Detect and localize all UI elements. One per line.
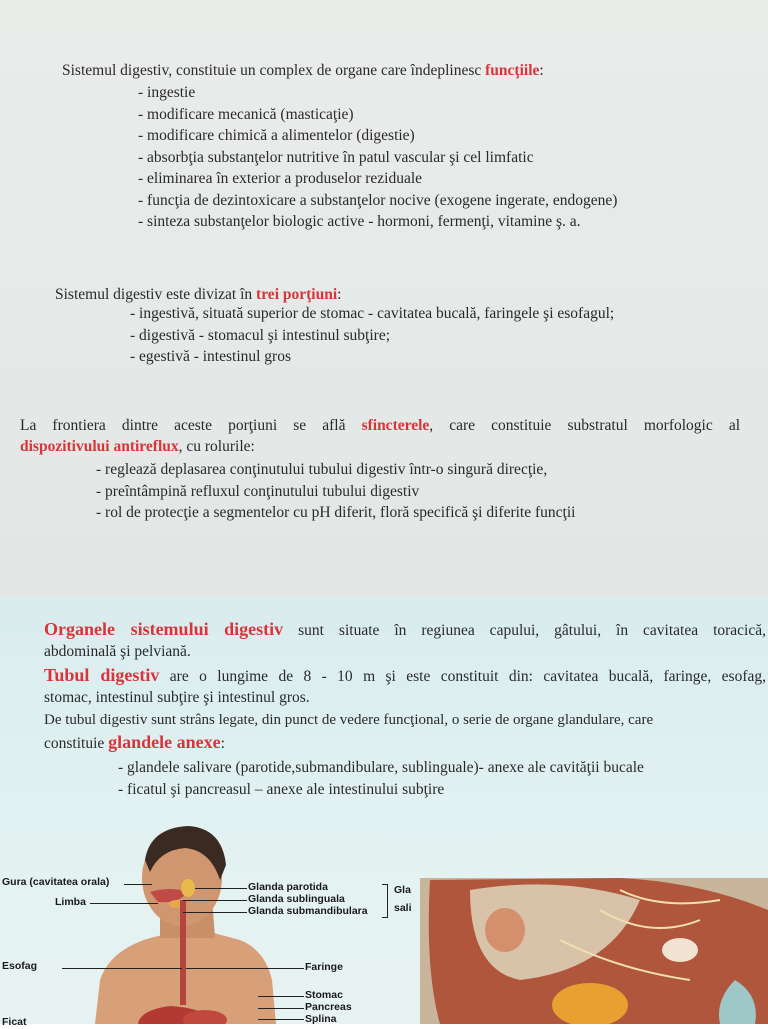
leader-limba <box>90 903 158 904</box>
tube-line-1 <box>44 664 766 688</box>
functions-intro <box>62 60 544 82</box>
tube-line-2: stomac, intestinul subţire şi intestinul gros. <box>44 689 310 706</box>
leader-esofag <box>62 968 182 969</box>
leader-faringe <box>186 968 304 969</box>
list-item: - preîntâmpină refluxul conţinutului tubului digestiv <box>96 482 420 500</box>
sphincter-text-suffix: , care constituie substratul morfologic al <box>429 417 740 434</box>
list-item: - rol de protecţie a segmentelor cu pH diferit, floră specifică şi diferite funcţii <box>96 504 576 521</box>
functions-intro-suffix: : <box>539 62 544 79</box>
functions-list <box>138 82 617 233</box>
leader-pancreas <box>258 1008 304 1009</box>
glands-suffix: : <box>220 735 225 752</box>
list-item: - ingestie <box>138 84 196 101</box>
sphincter-line-1 <box>20 415 740 437</box>
list-item: - sinteza substanţelor biologic active - hormoni, fermenţi, vitamine ş. a. <box>138 213 581 230</box>
label-gura: Gura (cavitatea orala) <box>2 876 110 888</box>
label-esofag: Esofag <box>2 960 38 972</box>
glands-line-2 <box>44 731 225 755</box>
portions-intro-text: Sistemul digestiv este divizat în <box>55 286 257 303</box>
label-parotida: Glanda parotida <box>248 881 328 893</box>
list-item: - modificare chimică a alimentelor (digestie) <box>138 127 415 144</box>
leader-gura <box>124 884 152 885</box>
organs-keyword: Organele sistemului digestiv <box>44 619 284 639</box>
list-item: - absorbţia substanţelor nutritive în patul vascular şi cel limfatic <box>138 148 534 166</box>
label-faringe: Faringe <box>305 961 343 973</box>
list-item: - glandele salivare (parotide,submandibulare, sublinguale)- anexe ale cavităţii bucale <box>118 759 644 776</box>
sphincter-text: La frontiera dintre aceste porţiuni se află <box>20 417 362 434</box>
dissection-ear <box>485 908 525 952</box>
label-ficat: Ficat <box>2 1016 27 1028</box>
roles-list <box>96 459 575 524</box>
parotid-gland-shape <box>181 879 195 897</box>
list-item: - ficatul şi pancreasul – anexe ale intestinului subţire <box>118 780 445 798</box>
sphincter-keyword: sfincterele <box>361 417 430 434</box>
organs-text: sunt situate în regiunea capului, gâtului, în cavitatea toracică, <box>283 622 766 639</box>
label-submandibulara: Glanda submandibulara <box>248 905 368 917</box>
antireflux-keyword: dispozitivului antireflux <box>20 438 179 455</box>
glands-text: constituie <box>44 735 109 752</box>
leader-submandibulara <box>183 912 247 913</box>
list-item: - modificare mecanică (masticaţie) <box>138 105 354 123</box>
list-item: - ingestivă, situată superior de stomac - cavitatea bucală, faringele şi esofagul; <box>130 305 615 322</box>
label-sali: sali <box>394 902 412 914</box>
anatomy-figure <box>0 820 768 1028</box>
list-item: - funcţia de dezintoxicare a substanţelor nocive (exogene ingerate, endogene) <box>138 191 618 209</box>
label-pancreas: Pancreas <box>305 1001 352 1013</box>
list-item: - egestivă - intestinul gros <box>130 348 291 365</box>
dissection-eye <box>662 938 698 962</box>
leader-parotida <box>195 888 247 889</box>
label-stomac: Stomac <box>305 989 343 1001</box>
label-gla: Gla <box>394 884 411 896</box>
label-splina: Splina <box>305 1013 337 1025</box>
portions-intro-suffix: : <box>337 286 342 303</box>
label-limba: Limba <box>55 896 86 908</box>
annexes-list <box>118 757 644 800</box>
leader-stomac <box>258 996 304 997</box>
functions-keyword: funcţiile <box>485 62 540 79</box>
label-sublinguala: Glanda sublinguala <box>248 893 345 905</box>
tube-text: are o lungime de 8 - 10 m şi este constituit din: cavitatea bucală, faringe, esofag, <box>159 668 766 685</box>
glands-line-1: De tubul digestiv sunt strâns legate, din punct de vedere funcţional, o serie de organe glandulare, care <box>44 712 654 728</box>
glands-keyword: glandele anexe <box>108 732 221 752</box>
anatomy-illustration <box>0 820 768 1024</box>
leader-sublinguala <box>183 900 247 901</box>
portions-list <box>130 303 614 368</box>
functions-intro-text: Sistemul digestiv, constituie un complex de organe care îndeplinesc <box>62 62 486 79</box>
portions-keyword: trei porţiuni <box>256 286 338 303</box>
antireflux-text: , cu rolurile: <box>178 438 255 455</box>
list-item: - reglează deplasarea conţinutului tubului digestiv într-o singură direcţie, <box>96 461 548 478</box>
tube-keyword: Tubul digestiv <box>44 665 160 685</box>
gland-bracket <box>382 884 388 918</box>
sphincter-line-2 <box>20 436 255 458</box>
organs-line-2: abdominală şi pelviană. <box>44 643 191 660</box>
leader-splina <box>258 1019 304 1020</box>
organs-line-1 <box>44 618 766 642</box>
list-item: - eliminarea în exterior a produselor reziduale <box>138 170 423 187</box>
list-item: - digestivă - stomacul şi intestinul subţire; <box>130 326 391 344</box>
